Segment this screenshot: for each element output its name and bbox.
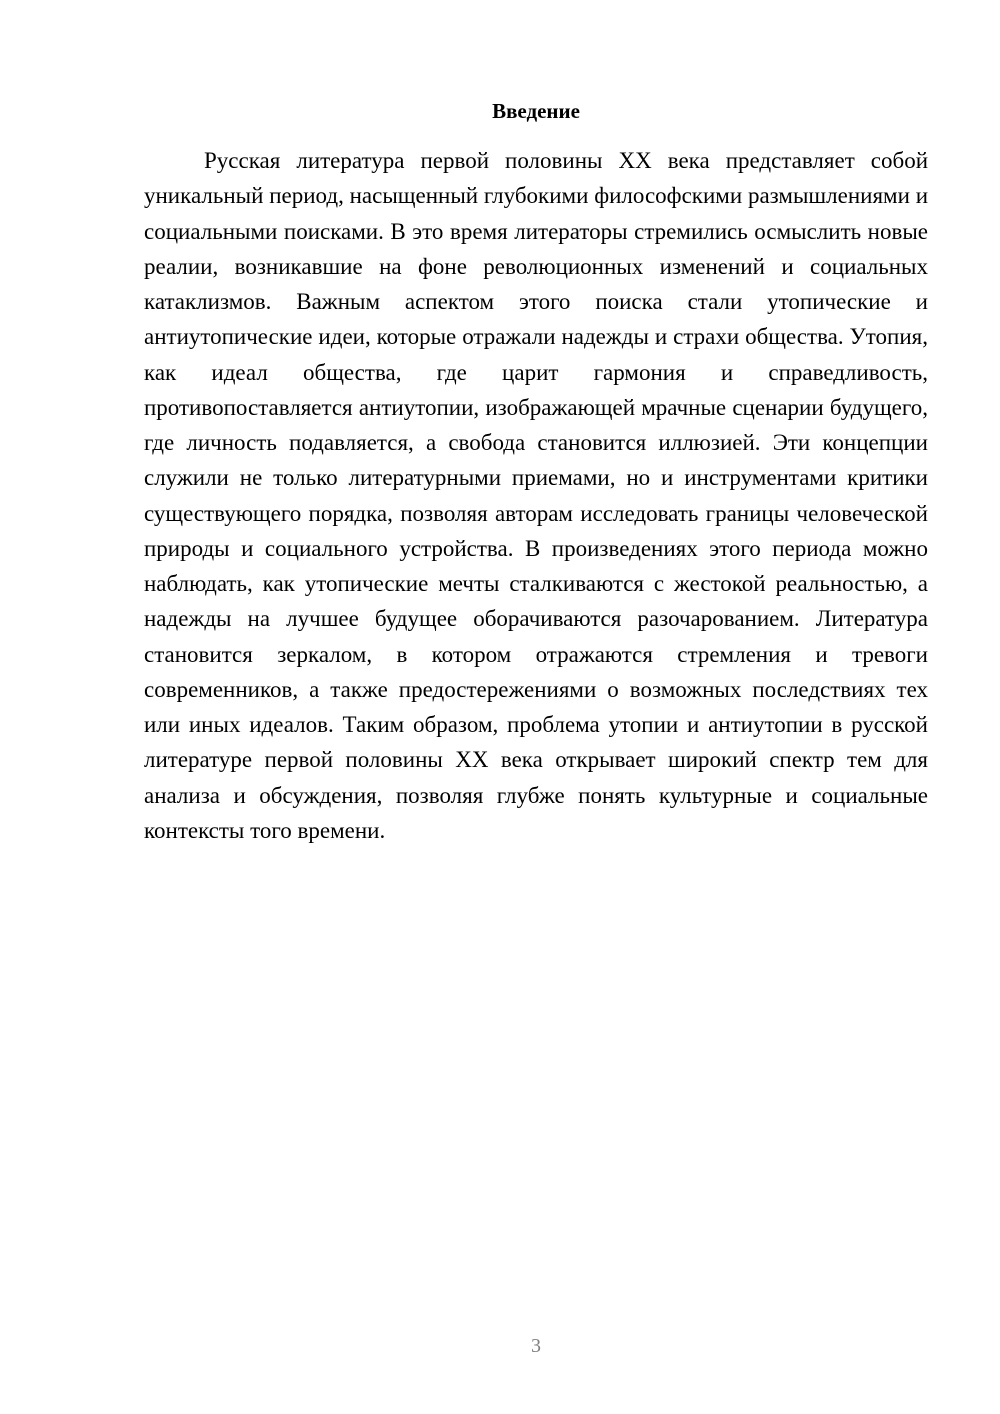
body-paragraph: Русская литература первой половины XX века представляет собой уникальный период, насыщенный глубокими философскими размышлениями и социальными поисками. В это время литераторы стремились осмыслить новые реалии, возникавшие на фоне революционных изменений и социальных катаклизмов. Важным аспектом этого поиска стали утопические и антиутопические идеи, которые отражали надежды и страхи общества. Утопия, как идеал общества, где царит гармония и справедливость, противопоставляется антиутопии, изображающей мрачные сценарии будущего, где личность подавляется, а свобода становится иллюзией. Эти концепции служили не только литературными приемами, но и инструментами критики существующего порядка, позволяя авторам исследовать границы человеческой природы и социального устройства. В произведениях этого периода можно наблюдать, как утопические мечты сталкиваются с жестокой реальностью, а надежды на лучшее будущее оборачиваются разочарованием. Литература становится зеркалом, в котором отражаются стремления и тревоги современников, а также предостережениями о возможных последствиях тех или иных идеалов. Таким образом, проблема утопии и антиутопии в русской литературе первой половины XX века открывает широкий спектр тем для анализа и обсуждения, позволяя глубже понять культурные и социальные контексты того времени. bbox=[144, 148, 928, 843]
section-heading: Введение bbox=[492, 99, 580, 123]
page-number: 3 bbox=[531, 1335, 541, 1357]
